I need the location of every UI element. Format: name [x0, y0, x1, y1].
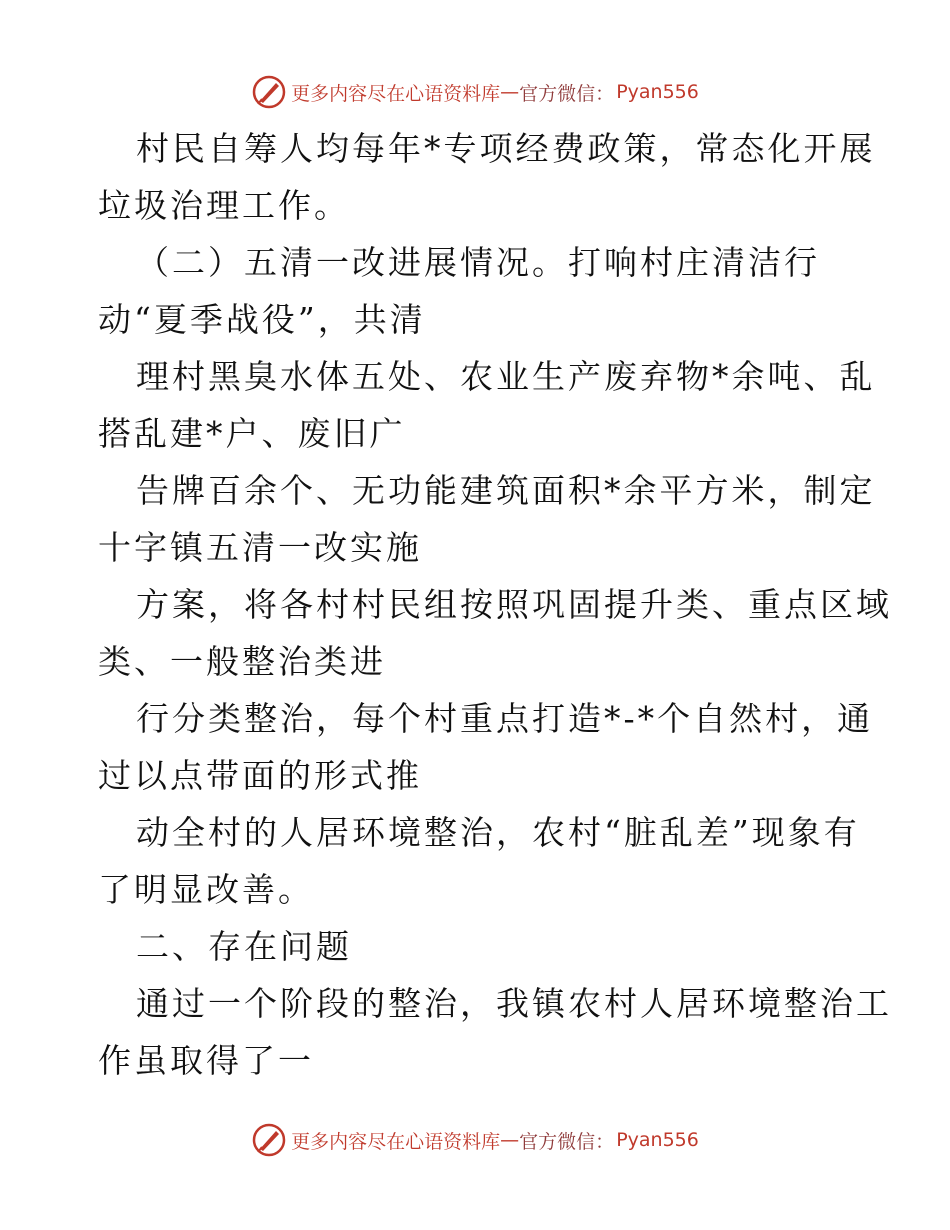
text-line: 动全村的人居环境整治，农村“脏乱差”现象有 [136, 813, 860, 852]
text-line: 搭乱建*户、废旧广 [98, 414, 406, 453]
quill-logo-icon [251, 74, 287, 110]
text-line: 方案，将各村村民组按照巩固提升类、重点区域 [136, 585, 892, 624]
section-heading-line: 二、存在问题 [136, 927, 352, 966]
quill-logo-icon [251, 1122, 287, 1158]
watermark-wechat-id: Pyan556 [616, 81, 699, 103]
watermark-wechat-id: Pyan556 [616, 1129, 699, 1151]
text-line: 村民自筹人均每年*专项经费政策，常态化开展 [136, 129, 876, 168]
text-line: 动“夏季战役”，共清 [98, 300, 426, 339]
watermark-separator: — [500, 81, 520, 103]
text-line: 十字镇五清一改实施 [98, 528, 422, 567]
text-line: 告牌百余个、无功能建筑面积*余平方米，制定 [136, 471, 876, 510]
watermark-official-label: 官方微信： [519, 1130, 615, 1153]
text-line: 通过一个阶段的整治，我镇农村人居环境整治工 [136, 984, 892, 1023]
watermark-separator: — [500, 1129, 520, 1151]
section-heading-line: （二）五清一改进展情况。打响村庄清洁行 [136, 243, 820, 282]
watermark-official-label: 官方微信： [519, 82, 615, 105]
watermark-text: 更多内容尽在心语资料库 [291, 82, 501, 105]
watermark-header [0, 72, 950, 112]
watermark-footer [0, 1120, 950, 1160]
watermark-text: 更多内容尽在心语资料库 [291, 1130, 501, 1153]
text-line: 作虽取得了一 [98, 1041, 314, 1080]
text-line: 垃圾治理工作。 [98, 186, 350, 225]
document-body [98, 120, 892, 1089]
text-line: 了明显改善。 [98, 870, 314, 909]
text-line: 过以点带面的形式推 [98, 756, 422, 795]
text-line: 类、一般整治类进 [98, 642, 386, 681]
text-line: 理村黑臭水体五处、农业生产废弃物*余吨、乱 [136, 357, 876, 396]
text-line: 行分类整治，每个村重点打造*-*个自然村，通 [136, 699, 874, 738]
